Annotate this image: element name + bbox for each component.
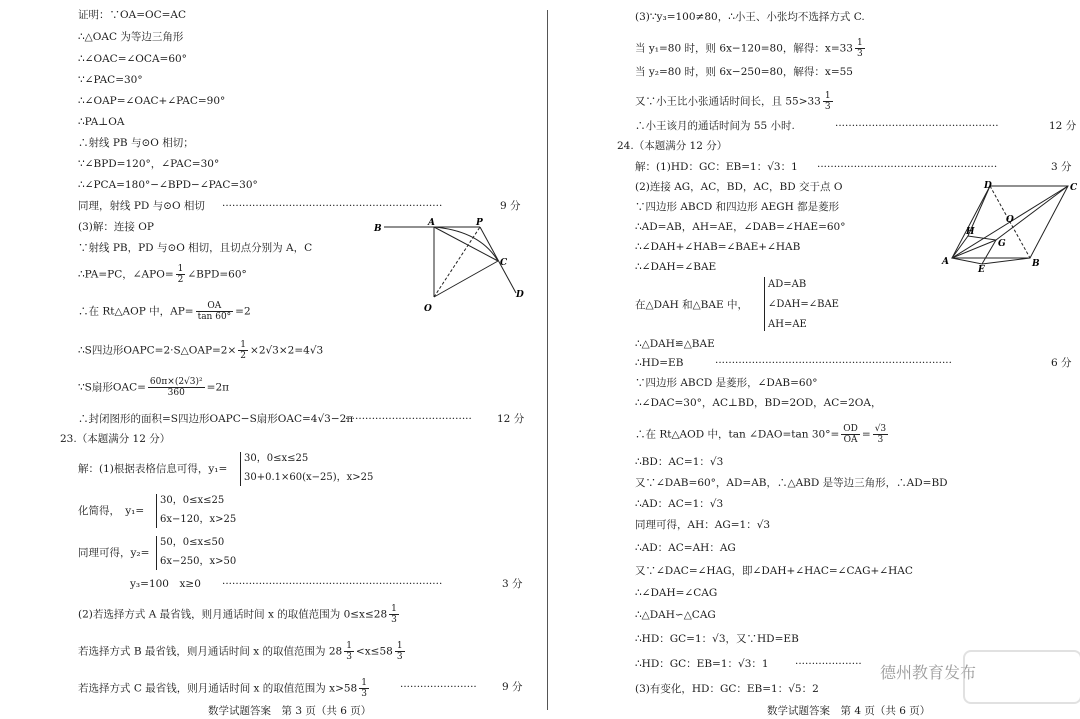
score-label: 9 分 [502, 681, 523, 693]
page-footer: 数学试题答案 第 3 页（共 6 页） [208, 705, 372, 717]
tangent-figure [370, 215, 530, 320]
dot-leader: ···················· [795, 658, 862, 670]
piecewise-case: 30，0≤x≤25 [244, 453, 309, 464]
text-line: ∴∠OAC=∠OCA=60° [78, 53, 187, 65]
page-divider [547, 10, 548, 710]
fraction: $\frac{OD}{OA}$ [843, 424, 858, 445]
text-line: ∴AD：AC=1：√3 [635, 498, 724, 510]
formula-line: 若选择方式 C 最省钱，则月通话时间 x 的取值范围为 x>58 $\frac{1}{3}$ [78, 678, 367, 699]
figure-label: G [998, 239, 1006, 249]
piecewise-case: 6x−250，x>50 [160, 556, 237, 567]
dot-leader: ······································································· [715, 357, 952, 369]
figure-label: A [942, 257, 949, 267]
score-label: 3 分 [502, 578, 523, 590]
fraction: $\frac{1}{3}$ [824, 91, 831, 112]
figure-label: O [424, 304, 432, 314]
fraction: $\frac{1}{3}$ [391, 604, 397, 625]
text-line: ∵射线 PB，PD 与⊙O 相切，且切点分别为 A，C [78, 242, 313, 254]
figure-label: B [374, 224, 382, 234]
text-line: ∵∠PAC=30° [78, 74, 143, 86]
formula-line: ∴在 Rt△AOP 中，AP= $\frac{OA}{\tan 60^\circ}$ =2 [78, 301, 251, 322]
watermark-text: 德州教育发布 [880, 663, 977, 682]
figure-label: B [1032, 259, 1040, 269]
text-line: ∵四边形 ABCD 是菱形，∠DAB=60° [635, 377, 818, 389]
text-line: 当 y₂=80 时，则 6x−250=80，解得：x=55 [635, 66, 853, 78]
right-page [555, 0, 1080, 719]
dot-leader: ·································································· [222, 200, 443, 212]
figure-label: P [476, 218, 483, 228]
fraction: $\frac{\text{60π×(2√3)²}}{360}$ [149, 377, 203, 398]
text-line: ∴△DAH∽△CAG [635, 609, 716, 621]
text-line: ∴小王该月的通话时间为 55 小时. [635, 120, 795, 132]
score-label: 12 分 [1049, 120, 1077, 132]
formula-line: ∴在 Rt△AOD 中，tan ∠DAO=tan 30°= $\frac{OD}{OA}$ = $\frac{√3}{3}$ [635, 424, 887, 445]
figure-label: A [428, 218, 435, 228]
text-line: ∵∠BPD=120°，∠PAC=30° [78, 158, 220, 170]
figure-label: C [500, 258, 508, 268]
rhombus-figure [940, 178, 1080, 273]
score-label: 12 分 [497, 413, 525, 425]
fraction: $\frac{1}{3}$ [361, 678, 367, 699]
figure-label: E [978, 265, 985, 273]
brace [156, 494, 157, 528]
text-line: ∴∠PCA=180°−∠BPD−∠PAC=30° [78, 179, 258, 191]
piecewise-case: 6x−120，x>25 [160, 514, 237, 525]
fraction: $\frac{1}{2}$ [240, 340, 247, 361]
text-line: (3)解：连接 OP [78, 221, 154, 233]
text-line: ∵四边形 ABCD 和四边形 AEGH 都是菱形 [635, 201, 840, 213]
formula-line: (2)若选择方式 A 最省钱，则月通话时间 x 的取值范围为 0≤x≤28 $\frac{1}{3}$ [78, 604, 397, 625]
text-line: ∴∠DAH=∠CAG [635, 587, 718, 599]
text-line: 解：(1)根据表格信息可得，y₁= [78, 463, 228, 475]
section-heading: 24.（本题满分 12 分） [617, 140, 728, 152]
text-line: 在△DAH 和△BAE 中， [635, 299, 748, 311]
figure-label: H [966, 227, 975, 237]
text-line: ∴△OAC 为等边三角形 [78, 31, 184, 43]
watermark-logo [963, 650, 1080, 704]
dot-leader: ·································································· [222, 578, 443, 590]
text-line: ∴PA⊥OA [78, 116, 125, 128]
fraction: $\frac{1}{3}$ [396, 641, 403, 662]
text-line: ∴∠DAH=∠BAE [635, 261, 717, 273]
section-heading: 23.（本题满分 12 分） [60, 433, 171, 445]
text-line: 解：(1)HD：GC：EB=1：√3：1 [635, 161, 798, 173]
text-line: 同理可得，AH：AG=1：√3 [635, 519, 771, 531]
text-line: ∴HD：GC=1：√3，又∵HD=EB [635, 633, 799, 645]
fraction: $\frac{1}{3}$ [857, 38, 863, 59]
text-line: ∴∠DAH+∠HAB=∠BAE+∠HAB [635, 241, 801, 253]
congruence-condition: AD=AB [768, 279, 807, 290]
text-line: ∴AD=AB，AH=AE，∠DAB=∠HAE=60° [635, 221, 846, 233]
brace [156, 536, 157, 570]
piecewise-case: 50，0≤x≤50 [160, 537, 225, 548]
text-line: (2)连接 AG，AC，BD，AC，BD 交于点 O [635, 181, 843, 193]
figure-label: O [1006, 215, 1014, 225]
figure-label: D [984, 181, 992, 191]
dot-leader: ······················································ [817, 161, 998, 173]
text-line: ∴射线 PB 与⊙O 相切； [78, 137, 194, 149]
text-line: ∴HD=EB [635, 357, 684, 369]
congruence-condition: AH=AE [768, 319, 807, 330]
text-line: ∴AD：AC=AH：AG [635, 542, 736, 554]
fraction: $\frac{√3}{3}$ [874, 424, 887, 445]
score-label: 9 分 [500, 200, 521, 212]
fraction: $\frac{OA}{\tan 60^\circ}$ [197, 301, 232, 322]
text-line: (3)有变化，HD：GC：EB=1：√5：2 [635, 683, 819, 695]
brace [240, 452, 241, 486]
congruence-condition: ∠DAH=∠BAE [768, 299, 839, 310]
figure-label: D [516, 290, 524, 300]
piecewise-case: 30+0.1×60(x−25)，x>25 [244, 472, 374, 483]
formula-line: 当 y₁=80 时，则 6x−120=80，解得：x=33 $\frac{1}{3}$ [635, 38, 863, 59]
text-line: 同理可得，y₂= [78, 547, 150, 559]
dot-leader: ······················· [400, 681, 477, 693]
text-line: ∴封闭图形的面积=S四边形OAPC−S扇形OAC=4√3−2π [78, 413, 354, 425]
formula-line: 若选择方式 B 最省钱，则月通话时间 x 的取值范围为 28 $\frac{1}{3}$ <x≤58 $\frac{1}{3}$ [78, 641, 403, 662]
dot-leader: ······································ [345, 413, 472, 425]
formula-line: 又∵小王比小张通话时间长，且 55>33 $\frac{1}{3}$ [635, 91, 831, 112]
text-line: 同理，射线 PD 与⊙O 相切 [78, 200, 205, 212]
text-line: y₃=100 x≥0 [130, 578, 201, 590]
text-line: 又∵∠DAC=∠HAG，即∠DAH+∠HAC=∠CAG+∠HAC [635, 565, 913, 577]
text-line: 证明：∵OA=OC=AC [78, 9, 187, 21]
text-line: ∴HD：GC：EB=1：√3：1 [635, 658, 769, 670]
score-label: 6 分 [1051, 357, 1072, 369]
text-line: ∴BD：AC=1：√3 [635, 456, 724, 468]
text-line: ∴∠DAC=30°，AC⊥BD，BD=2OD，AC=2OA， [635, 397, 882, 409]
formula-line: ∴PA=PC，∠APO= $\frac{1}{2}$ ∠BPD=60° [78, 264, 247, 285]
text-line: ∴∠OAP=∠OAC+∠PAC=90° [78, 95, 226, 107]
page-footer: 数学试题答案 第 4 页（共 6 页） [767, 705, 931, 717]
brace [764, 277, 765, 331]
score-label: 3 分 [1051, 161, 1072, 173]
figure-label: C [1070, 183, 1078, 193]
formula-line: ∴S四边形OAPC=2·S△OAP=2× $\frac{1}{2}$ ×2√3×2=4√3 [78, 340, 324, 361]
text-line: 化简得， y₁= [78, 505, 145, 517]
fraction: $\frac{1}{2}$ [177, 264, 184, 285]
fraction: $\frac{1}{3}$ [346, 641, 352, 662]
text-line: (3)∵y₃=100≠80，∴小王、小张均不选择方式 C. [635, 11, 865, 23]
piecewise-case: 30，0≤x≤25 [160, 495, 225, 506]
text-line: ∴△DAH≌△BAE [635, 338, 715, 350]
formula-line: ∵S扇形OAC= $\frac{\text{60π×(2√3)²}}{360}$ =2π [78, 377, 230, 398]
dot-leader: ················································· [835, 120, 999, 132]
text-line: 又∵∠DAB=60°，AD=AB，∴△ABD 是等边三角形，∴AD=BD [635, 477, 948, 489]
